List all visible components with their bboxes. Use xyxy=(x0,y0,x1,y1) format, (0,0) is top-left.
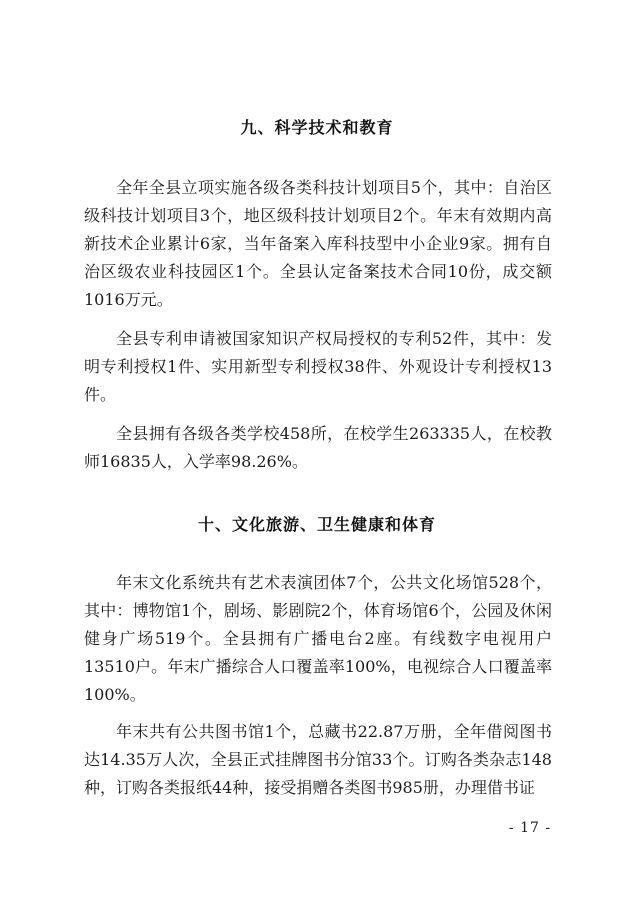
paragraph-science-projects: 全年全县立项实施各级各类科技计划项目5个，其中：自治区级科技计划项目3个，地区级科技计划项目2个。年末有效期内高新技术企业累计6家，当年备案入库科技型中小企业9家。拥有自治区级农业科技园区1个。全县认定备案技术合同10份，成交额1016万元。 xyxy=(84,178,552,309)
paragraph-schools: 全县拥有各级各类学校458所，在校学生263335人，在校教师16835人，入学率98.26%。 xyxy=(84,424,552,471)
paragraph-library: 年末共有公共图书馆1个，总藏书22.87万册，全年借阅图书达14.35万人次，全县正式挂牌图书分馆33个。订购各类杂志148种，订购各类报纸44种，接受捐赠各类图书985册，办理借书证 xyxy=(84,722,552,797)
page-number: - 17 - xyxy=(508,820,552,836)
paragraph-patents: 全县专利申请被国家知识产权局授权的专利52件，其中：发明专利授权1件、实用新型专利授权38件、外观设计专利授权13件。 xyxy=(84,329,552,404)
section-heading-science-education: 九、科学技术和教育 xyxy=(240,118,394,137)
paragraph-culture-venues: 年末文化系统共有艺术表演团体7个，公共文化场馆528个，其中：博物馆1个，剧场、影剧院2个，体育场馆6个，公园及休闲健身广场519个。全县拥有广播电台2座。有线数字电视用户13510户。年末广播综合人口覆盖率100%，电视综合人口覆盖率100%。 xyxy=(84,573,552,704)
section-heading-culture-health-sports: 十、文化旅游、卫生健康和体育 xyxy=(197,515,436,534)
